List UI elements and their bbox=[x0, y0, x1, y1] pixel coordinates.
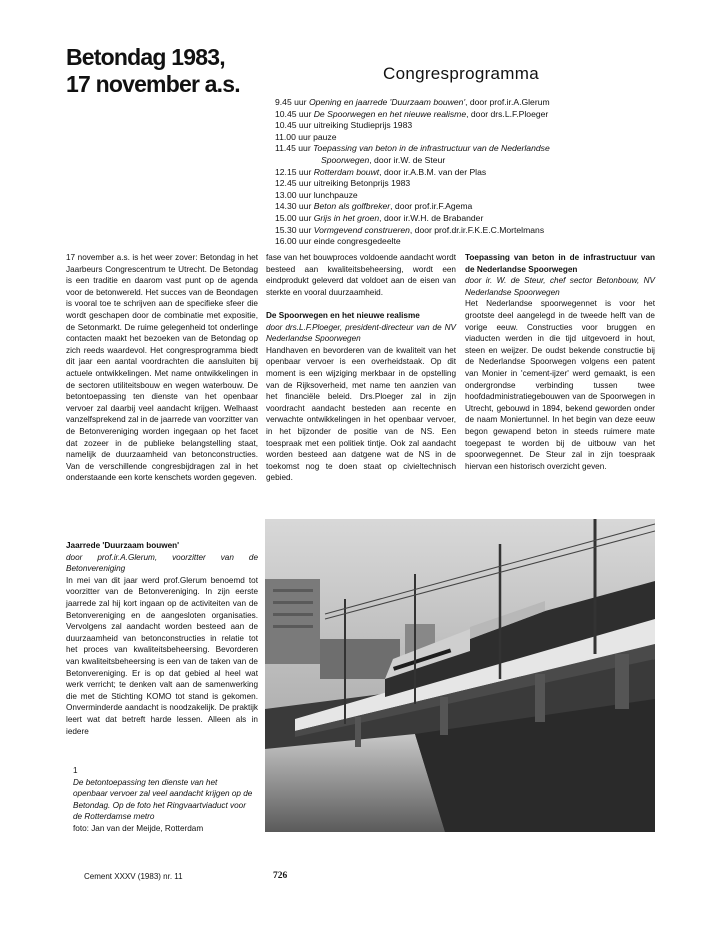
programme-title: Spoorwegen bbox=[321, 154, 370, 165]
programme-time: 12.45 uur bbox=[275, 178, 312, 189]
programme-title: Rotterdam bouwt bbox=[313, 166, 380, 177]
programme-time: 13.00 uur bbox=[275, 189, 312, 200]
programme-text: , door prof.ir.A.Glerum bbox=[465, 97, 550, 107]
page-number: 726 bbox=[273, 871, 288, 881]
right-column bbox=[465, 252, 655, 472]
caption-number: 1 bbox=[73, 766, 78, 775]
middle-column bbox=[266, 252, 456, 484]
programme-item bbox=[275, 132, 695, 144]
programme-time: 9.45 uur bbox=[275, 97, 307, 107]
programme-title: De Spoorwegen en het nieuwe realisme bbox=[313, 108, 467, 119]
programme-heading: Congresprogramma bbox=[383, 64, 539, 83]
programme-title: Beton als golfbreker bbox=[313, 201, 391, 212]
programme-item bbox=[275, 236, 695, 248]
programme-item bbox=[275, 97, 695, 109]
section-body: Handhaven en bevorderen van de kwaliteit van het openbaar vervoer is een overheidstaak. Op dit moment is een wijziging merkbaar in de opstelling van de Rijksoverheid, met name ten aanzien van het financiële beleid. Drs.Ploeger zal in zijn voordracht aandacht besteden aan recente en verwachte ontwikkelingen in het openbaar vervoer, in het bijzonder de positie van de NS. Een toespraak met een politiek tintje. Ook zal aandacht worden besteed aan datgene wat de NS in de toekomst nog te doen staat op civieltechnisch gebied. bbox=[266, 345, 456, 483]
programme-time: 11.00 uur bbox=[275, 131, 311, 142]
programme-text: pauze bbox=[310, 131, 337, 142]
programme-time: 15.30 uur bbox=[275, 224, 312, 235]
page-title bbox=[66, 44, 266, 98]
title-line-1: Betondag 1983, bbox=[66, 44, 225, 70]
programme-title: Grijs in het groen bbox=[313, 212, 380, 223]
programme-item bbox=[275, 225, 695, 237]
programme-item bbox=[275, 143, 695, 155]
section-heading: Jaarrede 'Duurzaam bouwen' bbox=[66, 541, 180, 550]
programme-time: 12.15 uur bbox=[275, 166, 312, 177]
programme-text: uitreiking Studieprijs 1983 bbox=[311, 120, 413, 131]
caption-text: De betontoepassing ten dienste van het openbaar vervoer zal veel aandacht krijgen op de Betondag. Op de foto het Ringvaartviaduct voor de Rotterdamse metro bbox=[73, 777, 253, 822]
intro-text: 17 november a.s. is het weer zover: Betondag in het Jaarbeurs Congrescentrum te Utrecht. De Betondag is een traditie en daarom vast punt op de agenda voor de betonwereld. Het succes van de Beondagen is vooral toe te schrijven aan de specifieke sfeer die wordt geschapen door de combinatie met expositie, de Setonmarkt. De ruime gelegenheid tot onderlinge contacten maakt het bezoeken van de Betondag op zich reeds waardevol. Het congresprogramma biedt dit jaar een aantal voordrachten die aansluiten bij actuele ontwikkelingen. Met name ontwikkelingen in de sectoren utiliteitsbouw en wegen waterbouw. De betontoepassing ten dienste van het openbaar vervoer zal daarbij veel aandacht krijgen. Welhaast vanzelfsprekend zal in de jaarrede van voorzitter van de Betonvereniging worden ingegaan op het facet dat zozeer in de publieke belangstelling staat, namelijk de duurzaamheid van betonconstructies. Van de verschillende congresbijdragen zal in het onderstaande een korte kenschets worden gegeven. bbox=[66, 253, 258, 483]
programme-item bbox=[275, 109, 695, 121]
programme-list bbox=[275, 97, 695, 248]
programme-item bbox=[275, 190, 695, 202]
programme-text: , door ir.W.H. de Brabander bbox=[379, 212, 484, 223]
section-author: door ir. W. de Steur, chef sector Betonbouw, NV Nederlandse Spoorwegen bbox=[465, 276, 655, 297]
programme-time: 10.45 uur bbox=[275, 120, 312, 131]
programme-title: Toepassing van beton in de infrastructuur van de Nederlandse bbox=[313, 143, 550, 154]
programme-title: Vormgevend construeren bbox=[313, 224, 410, 235]
programme-text: uitreiking Betonprijs 1983 bbox=[311, 178, 411, 189]
programme-item bbox=[275, 178, 695, 190]
intro-column bbox=[66, 252, 258, 484]
section-body: In mei van dit jaar werd prof.Glerum benoemd tot voorzitter van de Betonvereniging. In zijn eerste jaarrede zal hij kort ingaan op de activiteiten van de Betonvereniging en de aangesloten organisaties. Vervolgens zal aandacht worden besteed aan de duurzaamheid van betonconstructies in relatie tot het proces van kwaliteitsbeheersing. Bevorderen van kwaliteitsbeheersing is een van de taken van de Betonvereniging. Er is op dat gebied al heel wat werk verricht; te denken valt aan de samenwerking die met de Stichting KOMO tot stand is gekomen. Onverminderde aandacht is noodzakelijk. De praktijk leert wat dat betreft harde lessen. Alleen als in iedere bbox=[66, 575, 258, 736]
programme-text: , door drs.L.F.Ploeger bbox=[466, 108, 549, 119]
photo-caption bbox=[73, 765, 253, 835]
continuation-text: fase van het bouwproces voldoende aandacht wordt besteed aan kwaliteitsbeheersing, wordt een eindprodukt geleverd dat voldoet aan de eisen van sterkte en vooral duurzaamheid. bbox=[266, 253, 456, 297]
programme-item bbox=[275, 201, 695, 213]
programme-time: 11.45 uur bbox=[275, 143, 311, 154]
caption-credit: foto: Jan van der Meijde, Rotterdam bbox=[73, 823, 204, 833]
programme-title: Opening en jaarrede 'Duurzaam bouwen' bbox=[308, 97, 466, 107]
section-heading: Toepassing van beton in de infrastructuur van de Nederlandse Spoorwegen bbox=[465, 253, 655, 274]
metro-viaduct-photo bbox=[265, 519, 655, 832]
programme-time: 14.30 uur bbox=[275, 201, 312, 212]
section-body: Het Nederlandse spoorwegennet is voor het grootste deel aangelegd in de tweede helft van de vorige eeuw. Constructies voor bruggen en viaducten werden in die tijd uitgevoerd in hout, steen en weijzer. De oudst bekende constructie bij de Nederlandse Spoorwegen volgens een patent van Monier in 'cement-ijzer' werd gemaakt, is een ondergrondse verbinding tussen twee hoofdadministratiegebouwen van de Spoorwegen in Utrecht, gebouwd in 1894, bekend geworden onder de naam Moniertunnel. In het begin van deze eeuw begon gewapend beton in steeds ruimere mate toegepast te worden bij de uitbouw van het spoorwegennet. De Steur zal in zijn toespraak hiervan een historisch overzicht geven. bbox=[465, 299, 655, 471]
section-author: door drs.L.F.Ploeger, president-directeur van de NV Nederlandse Spoorwegen bbox=[266, 322, 456, 344]
programme-text: , door prof.dr.ir.F.K.E.C.Mortelmans bbox=[409, 224, 545, 235]
journal-footer: Cement XXXV (1983) nr. 11 bbox=[84, 872, 183, 881]
programme-time: 15.00 uur bbox=[275, 212, 312, 223]
section-heading: De Spoorwegen en het nieuwe realisme bbox=[266, 310, 420, 320]
programme-text: , door prof.ir.F.Agema bbox=[390, 201, 473, 212]
section-author: door prof.ir.A.Glerum, voorzitter van de Betonvereniging bbox=[66, 552, 258, 574]
programme-text: , door ir.W. de Steur bbox=[369, 154, 446, 165]
programme-item bbox=[275, 120, 695, 132]
programme-time: 16.00 uur bbox=[275, 236, 312, 247]
photo-illustration bbox=[265, 519, 655, 832]
section-jaarrede bbox=[66, 540, 258, 737]
programme-text: , door ir.A.B.M. van der Plas bbox=[379, 166, 487, 177]
programme-time: 10.45 uur bbox=[275, 108, 312, 119]
programme-item bbox=[275, 167, 695, 179]
title-line-2: 17 november a.s. bbox=[66, 71, 240, 97]
programme-item bbox=[275, 155, 695, 167]
programme-text: lunchpauze bbox=[311, 189, 358, 200]
programme-text: einde congresgedeelte bbox=[311, 236, 401, 247]
programme-item bbox=[275, 213, 695, 225]
